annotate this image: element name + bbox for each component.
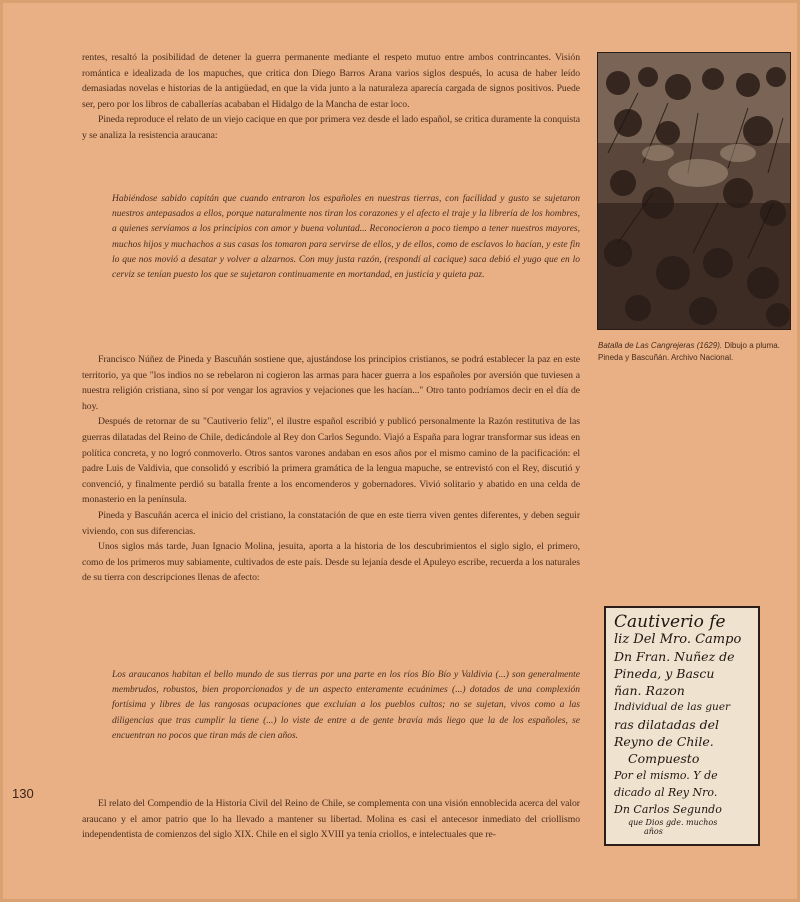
body-text-top xyxy=(82,50,580,144)
title-line-10: Por el mismo. Y de xyxy=(614,769,718,782)
title-line-1: Cautiverio fe xyxy=(614,612,726,632)
body-text-bottom xyxy=(82,796,580,843)
title-line-2: liz Del Mro. Campo xyxy=(614,632,742,647)
caption-title: Batalla de Las Cangrejeras (1629). xyxy=(598,341,723,350)
title-line-7: ras dilatadas del xyxy=(614,717,719,732)
battle-drawing xyxy=(598,53,790,329)
title-page-facsimile xyxy=(604,606,760,846)
title-line-11: dicado al Rey Nro. xyxy=(614,786,718,799)
page-number: 130 xyxy=(12,786,34,801)
title-line-5: ñan. Razon xyxy=(614,683,685,698)
title-line-6: Individual de las guer xyxy=(614,701,731,713)
title-line-3: Dn Fran. Nuñez de xyxy=(614,649,735,664)
paragraph-2: Pineda reproduce el relato de un viejo cacique en que por primera vez desde el lado español, se critica duramente la conquista y se analiza la resistencia araucana: xyxy=(82,114,580,141)
title-line-13: que Dios gde. muchos xyxy=(628,818,718,827)
illustration-caption xyxy=(598,340,788,363)
paragraph-3: Francisco Núñez de Pineda y Bascuñán sostiene que, ajustándose los principios cristianos, se podrá establecer la paz en este territorio, ya que "los indios no se rebelaron ni cogieron las armas para hacer guerra a los españoles por aversión que tuviesen a nuestra religión cristiana, sino sí por vengar los agravios y vejaciones que les hacían..." Otro tanto podríamos decir en el día de hoy. xyxy=(82,354,580,412)
paragraph-5: Pineda y Bascuñán acerca el inicio del cristiano, la constatación de que en este tierra viven gentes diferentes, y deben seguir viviendo, con sus diferencias. xyxy=(82,509,580,537)
title-line-14: años xyxy=(644,827,663,836)
body-text-middle xyxy=(82,352,580,586)
caption-text: Dibujo a pluma. Pineda y Bascuñán. Archivo Nacional. xyxy=(598,341,780,362)
paragraph-7: El relato del Compendio de la Historia Civil del Reino de Chile, se complementa con una visión ennoblecida acerca del valor araucano y el amor patrio que lo ha llevado a mantener su libertad. Molina es casi el antecesor inmediato del criollismo independentista de comienzos del siglo XIX. Chile en el siglo XVIII ya tenía criollos, e intelectuales que re- xyxy=(82,798,580,841)
paragraph-1: rentes, resaltó la posibilidad de detener la guerra permanente mediante el respeto mutuo entre ambos contrincantes. Visión romántica e idealizada de los mapuches, que critica don Diego Barros Arana varios siglos después, lo acusa de haber leído demasiadas novelas e historias de la antigüedad, en que la vida junto a la naturaleza aparecía cargada de signos positivos. Puede ser, pero por los libros de caballerías acababan el Hidalgo de la Mancha de estar loco. xyxy=(82,52,580,110)
title-line-9: Compuesto xyxy=(628,751,700,766)
paragraph-4: Después de retornar de su "Cautiverio feliz", el ilustre español escribió y publicó personalmente la Razón restitutiva de las guerras dilatadas del Reino de Chile, dedicándole al Rey don Carlos Segundo. Viajó a España para lograr transformar sus ideas en política concreta, y no logró conmoverlo. Otros santos varones andaban en esos años por el mismo camino de la pacificación: el padre Luis de Valdivia, que consolidó y escribió la primera gramática de la lengua mapuche, se entrevistó con el Rey, discutió y convenció, y finalmente perdió su batalla frente a los encomenderos y gobernadores. Vivió solitario y abatido en una celda de monasterio en la península. xyxy=(82,416,580,506)
battle-illustration xyxy=(597,52,791,330)
title-line-8: Reyno de Chile. xyxy=(614,734,714,749)
title-line-4: Pineda, y Bascu xyxy=(614,666,715,681)
paragraph-6: Unos siglos más tarde, Juan Ignacio Molina, jesuita, aporta a la historia de los descubrimientos el siglo siglo, el primero, como de los primeros muy sabiamente, cultivados de este país. Desde su lejanía desde el Apuleyo escribe, recuerda a los naturales de su tierra con descripciones llenas de afecto: xyxy=(82,541,580,584)
title-line-12: Dn Carlos Segundo xyxy=(614,803,722,816)
block-quote-molina: Los araucanos habitan el bello mundo de sus tierras por una parte en los ríos Bío Bío y Valdivia (...) son generalmente membrudos, robustos, bien proporcionados y de un aspecto enteramente ecuánimes (...) dotados de una complexión fortísima y libres de las rangosas ocupaciones que excluían a los pueblos cultos; no se sujetan, vivos como a las diligencias que tras cumplir la tiene (...) lo viste de entre a de gente bravía más liego que la de los españoles, se encuentran no pocos que tiran más de cien años. xyxy=(112,670,580,741)
block-quote-cacique: Habiéndose sabido capitán que cuando entraron los españoles en nuestras tierras, con facilidad y gusto se sujetaron nuestros antepasados a ellos, porque naturalmente nos tiran los corazones y el afecto el traje y la librería de los hombres, a quienes servíamos a los principios con amor y buena voluntad... Reconocieron a poco tiempo a tener nuestros mayores, muchos hijos y muchachos a sus casas los tomaron para servirse de ellos, y de ellos, como de esclavos lo hacían, y este fin lo que nos movió a desatar y volver a alzarnos. Con muy justa razón, (respondí al cacique) saca debió el yugo que en lo cerviz se tenían puesto los que se sujetaron continuamente en mortandad, en justicia y quieta paz. xyxy=(112,194,580,281)
